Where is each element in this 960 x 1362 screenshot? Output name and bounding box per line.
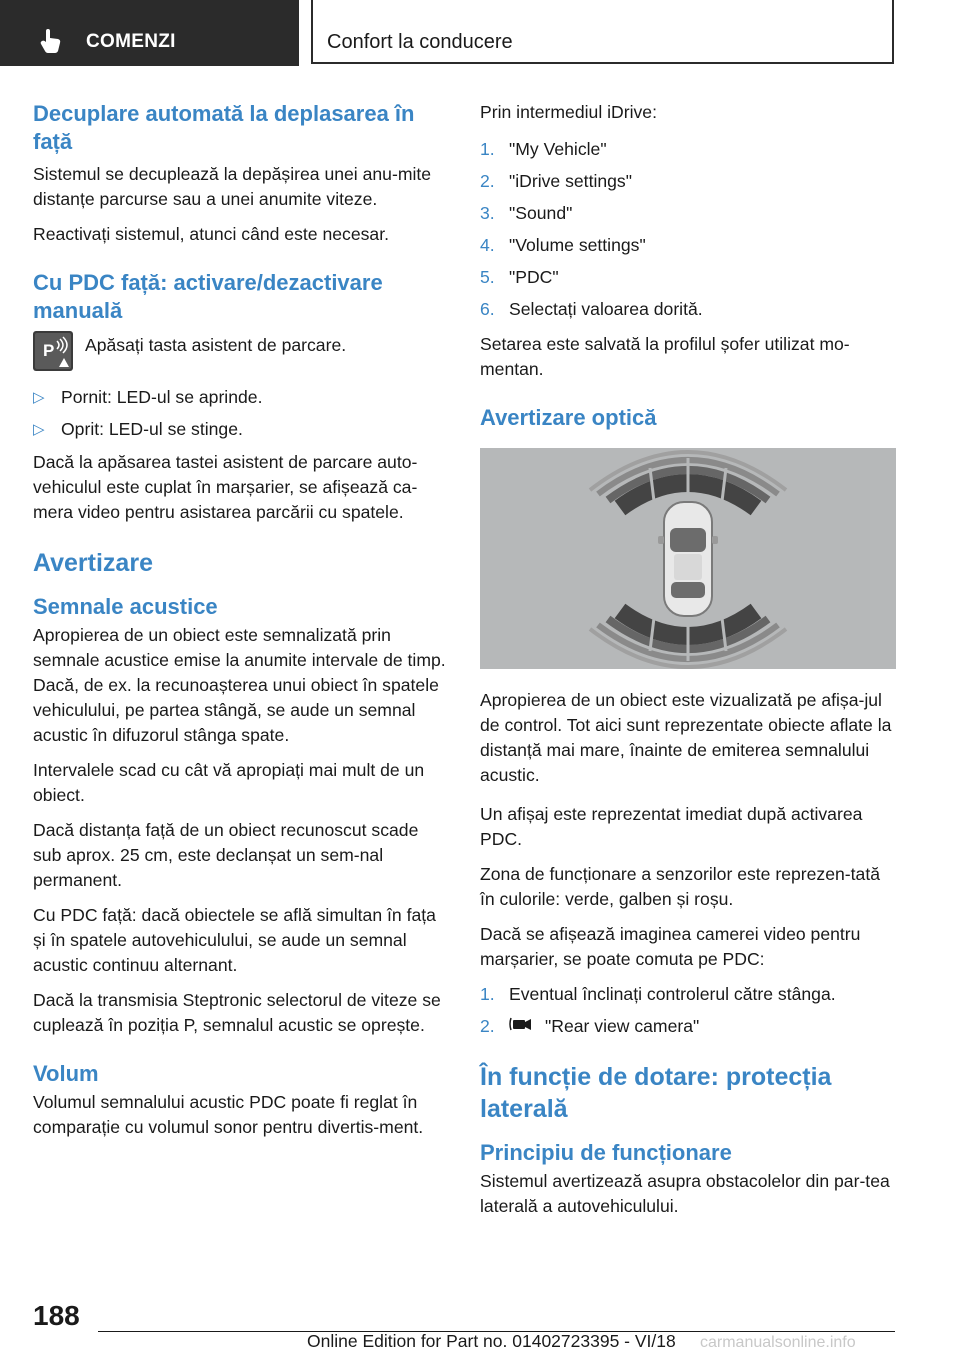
list-item: 1. Eventual înclinați controlerul către stânga. xyxy=(480,984,836,1004)
list-item: 2. "Rear view camera" xyxy=(480,1016,700,1036)
paragraph: Intervalele scad cu cât vă apropiați mai mult de un obiect. xyxy=(33,760,425,805)
paragraph: Dacă distanța față de un obiect recunoscut scade sub aprox. 25 cm, este declanșat un sem-nal permanent. xyxy=(33,820,419,890)
paragraph: Sistemul avertizează asupra obstacolelor din par-tea laterală a autovehiculului. xyxy=(480,1171,890,1216)
paragraph: Dacă se afișează imaginea camerei video pentru marșarier, se poate comuta pe PDC: xyxy=(480,924,861,969)
left-column xyxy=(33,100,448,1150)
paragraph: Volumul semnalului acustic PDC poate fi reglat în comparație cu volumul sonor pentru divertis-ment. xyxy=(33,1092,424,1137)
paragraph: Dacă la apăsarea tastei asistent de parcare auto-vehiculul este cuplat în marșarier, se afișează ca-mera video pentru asistarea parcării cu spatele. xyxy=(33,452,418,522)
paragraph: Prin intermediul iDrive: xyxy=(480,102,657,122)
hand-pointer-icon xyxy=(38,28,64,54)
edition-text: Online Edition for Part no. 01402723395 - VI/18 xyxy=(307,1331,676,1351)
list-item: 1. "My Vehicle" xyxy=(480,139,607,159)
list-item: 4. "Volume settings" xyxy=(480,235,646,255)
camera-steps xyxy=(480,982,896,1039)
paragraph: Cu PDC față: dacă obiectele se află simultan în fața și în spatele autovehiculului, se aude un semnal acustic continuu alternant. xyxy=(33,905,436,975)
camera-pdc-icon xyxy=(509,1014,537,1034)
heading-decuplare: Decuplare automată la deplasarea în față xyxy=(33,101,415,154)
triangle-bullet-icon: ▷ xyxy=(33,389,45,406)
paragraph: Dacă la transmisia Steptronic selectorul de viteze se cuplează în poziția P, semnalul acustic se oprește. xyxy=(33,990,441,1035)
heading-volum: Volum xyxy=(33,1061,99,1086)
heading-optica: Avertizare optică xyxy=(480,405,657,430)
paragraph: Zona de funcționare a senzorilor este reprezen-tată în culorile: verde, galben și roșu. xyxy=(480,864,881,909)
heading-principiu: Principiu de funcționare xyxy=(480,1140,732,1165)
paragraph: Setarea este salvată la profilul șofer utilizat mo-mentan. xyxy=(480,334,850,379)
paragraph: Reactivați sistemul, atunci când este necesar. xyxy=(33,224,389,244)
pdc-button-row xyxy=(33,331,448,371)
parking-assist-button-icon xyxy=(33,331,73,371)
pdc-display-illustration xyxy=(480,448,896,669)
list-item: ▷ Oprit: LED-ul se stinge. xyxy=(33,417,448,442)
list-item: 6. Selectați valoarea dorită. xyxy=(480,299,703,319)
paragraph: Apăsați tasta asistent de parcare. xyxy=(85,335,347,355)
right-column xyxy=(480,100,896,1229)
list-item: 3. "Sound" xyxy=(480,203,573,223)
chapter-tab xyxy=(311,0,894,64)
heading-semnale: Semnale acustice xyxy=(33,594,218,619)
heading-pdc: Cu PDC față: activare/dezactivare manuală xyxy=(33,270,383,323)
led-list xyxy=(33,385,448,442)
paragraph: Un afișaj este reprezentat imediat după activarea PDC. xyxy=(480,804,863,849)
idrive-steps xyxy=(480,137,896,322)
page-number: 188 xyxy=(33,1300,80,1331)
section-label: COMENZI xyxy=(86,31,176,52)
list-item: 5. "PDC" xyxy=(480,267,559,287)
paragraph: Sistemul se decuplează la depășirea unei anu-mite distanțe parcurse sau a unei anumite viteze. xyxy=(33,164,432,209)
svg-text:P: P xyxy=(43,341,55,360)
triangle-bullet-icon: ▷ xyxy=(33,421,45,438)
section-tab[interactable] xyxy=(0,0,299,66)
list-item: 2. "iDrive settings" xyxy=(480,171,632,191)
chapter-label: Confort la conducere xyxy=(327,31,513,53)
paragraph: Apropierea de un obiect este semnalizată prin semnale acustice emise la anumite intervale de timp. Dacă, de ex. la recunoașterea unui obiect în spatele vehiculului, pe partea stângă, se aude un semnal acustic în difuzorul stânga spate. xyxy=(33,625,446,745)
watermark: carmanualsonline.info xyxy=(700,1334,856,1351)
list-item: ▷ Pornit: LED-ul se aprinde. xyxy=(33,385,448,410)
heading-avertizare: Avertizare xyxy=(33,549,153,577)
paragraph: Apropierea de un obiect este vizualizată pe afișa-jul de control. Tot aici sunt reprezentate obiecte aflate la distanță mai mare, înainte de emiterea semnalului acustic. xyxy=(480,690,892,785)
heading-laterala: În funcție de dotare: protecția laterală xyxy=(480,1063,832,1123)
